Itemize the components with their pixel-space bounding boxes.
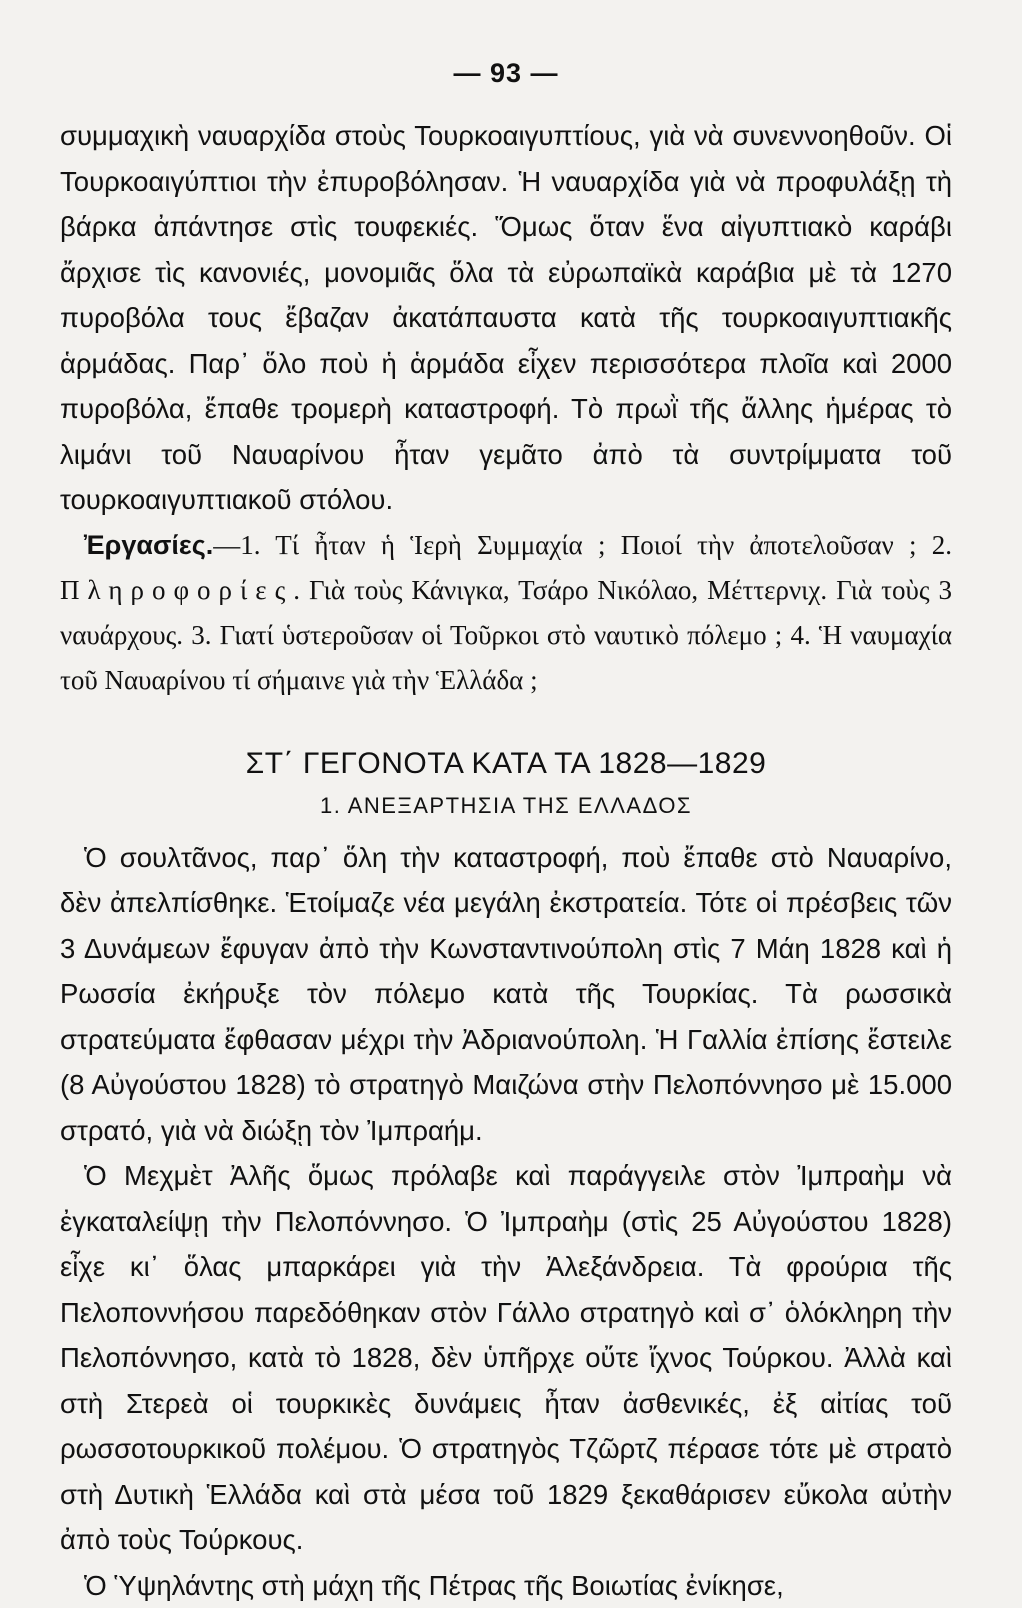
intro-paragraph: συμμαχικὴ ναυαρχίδα στοὺς Τουρκοαιγυπτίους, γιὰ νὰ συνεννοηθοῦν. Οἱ Τουρκοαιγύπτιοι τὴν ἐπυροβόλησαν. Ἡ ναυαρχίδα γιὰ νὰ προφυλάξῃ τὴ βάρκα ἀπάντησε στὶς τουφεκιές. Ὅμως ὅταν ἕνα αἰγυπτιακὸ καράβι ἄρχισε τὶς κανονιές, μονομιᾶς ὅλα τὰ εὐρωπαϊκὰ καράβια μὲ τὰ 1270 πυροβόλα τους ἔβαζαν ἀκατάπαυστα κατὰ τῆς τουρκοαιγυπτιακῆς ἁρμάδας. Παρ᾿ ὅλο ποὺ ἡ ἁρμάδα εἶχεν περισσότερα πλοῖα καὶ 2000 πυροβόλα, ἔπαθε τρομερὴ καταστροφή. Τὸ πρωῒ τῆς ἄλλης ἡμέρας τὸ λιμάνι τοῦ Ναυαρίνου ἦταν γεμᾶτο ἀπὸ τὰ συντρίμματα τοῦ τουρκοαιγυπτιακοῦ στόλου. [60, 113, 952, 523]
body-paragraph-2: Ὁ Μεχμὲτ Ἀλῆς ὅμως πρόλαβε καὶ παράγγειλε στὸν Ἰμπραὴμ νὰ ἐγκαταλείψῃ τὴν Πελοπόννησο. Ὁ Ἰμπραὴμ (στὶς 25 Αὐγούστου 1828) εἶχε κι᾿ ὅλας μπαρκάρει γιὰ τὴν Ἀλεξάνδρεια. Τὰ φρούρια τῆς Πελοποννήσου παρεδόθηκαν στὸν Γάλλο στρατηγὸ καὶ σ᾿ ὁλόκληρη τὴν Πελοπόννησο, κατὰ τὸ 1828, δὲν ὑπῆρχε οὔτε ἴχνος Τούρκου. Ἀλλὰ καὶ στὴ Στερεὰ οἱ τουρκικὲς δυνάμεις ἦταν ἀσθενικές, ἐξ αἰτίας τοῦ ρωσσοτουρκικοῦ πολέμου. Ὁ στρατηγὸς Τζῶρτζ πέρασε τότε μὲ στρατὸ στὴ Δυτικὴ Ἑλλάδα καὶ στὰ μέσα τοῦ 1829 ξεκαθάρισεν εὔκολα αὐτὴν ἀπὸ τοὺς Τούρκους. [60, 1153, 952, 1563]
page-number: — 93 — [60, 58, 952, 89]
exercises-label: Ἐργασίες. [84, 530, 213, 560]
exercise-item-1: —1. Τί ἦταν ἡ Ἱερὴ Συμμαχία ; Ποιοί τὴν ἀποτελοῦσαν ; 2. [213, 530, 952, 560]
body-paragraph-1: Ὁ σουλτᾶνος, παρ᾿ ὅλη τὴν καταστροφή, ποὺ ἔπαθε στὸ Ναυαρίνο, δὲν ἀπελπίσθηκε. Ἑτοίμαζε νέα μεγάλη ἐκστρατεία. Τότε οἱ πρέσβεις τῶν 3 Δυνάμεων ἔφυγαν ἀπὸ τὴν Κωνσταντινούπολη στὶς 7 Μάη 1828 καὶ ἡ Ρωσσία ἐκήρυξε τὸν πόλεμο κατὰ τῆς Τουρκίας. Τὰ ρωσσικὰ στρατεύματα ἔφθασαν μέχρι τὴν Ἀδριανούπολη. Ἡ Γαλλία ἐπίσης ἔστειλε (8 Αὐγούστου 1828) τὸ στρατηγὸ Μαιζώνα στὴν Πελοπόννησο μὲ 15.000 στρατό, γιὰ νὰ διώξῃ τὸν Ἰμπραήμ. [60, 835, 952, 1154]
section-title: 1. ΑΝΕΞΑΡΤΗΣΙΑ ΤΗΣ ΕΛΛΑΔΟΣ [60, 793, 952, 819]
exercises-paragraph [60, 523, 952, 703]
chapter-title: ΣΤ΄ ΓΕΓΟΝΟΤΑ ΚΑΤΑ ΤΑ 1828—1829 [60, 747, 952, 781]
body-paragraph-3: Ὁ Ὑψηλάντης στὴ μάχη τῆς Πέτρας τῆς Βοιωτίας ἐνίκησε, [60, 1563, 952, 1608]
exercise-items-rest: . Γιὰ τοὺς Κάνιγκα, Τσάρο Νικόλαο, Μέττερνιχ. Γιὰ τοὺς 3 ναυάρχους. 3. Γιατί ὑστεροῦσαν οἱ Τοῦρκοι στὸ ναυτικὸ πόλεμο ; 4. Ἡ ναυμαχία τοῦ Ναυαρίνου τί σήμαινε γιὰ τὴν Ἑλλάδα ; [60, 575, 952, 695]
info-word: Πληροφορίες [60, 575, 293, 605]
